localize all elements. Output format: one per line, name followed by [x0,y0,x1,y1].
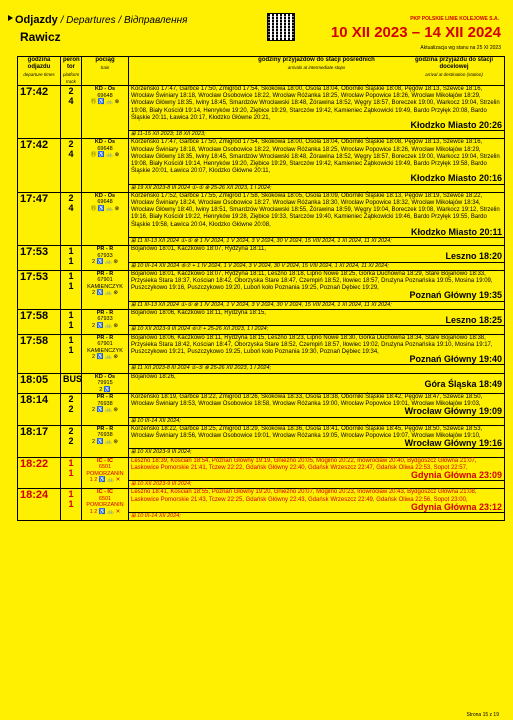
intermediate-stops [129,270,505,309]
train-info [82,334,129,373]
via-text: Leszno 18:41, Kościan 18:55, Poznań Główny 19:20, Gniezno 20:07, Mogilno 20:23, Inowrocław 20:43, Bydgoszcz Główna 21:08, Laskowice Pomorskie 21:43, Tczew 22:25, Gdańsk Główny 22:43, Gdańsk Wrzeszcz 22:49, Gdańsk Oliwa 22:56, Sopot 23:00, [131,489,477,503]
destination: Wrocław Główny 19:16 [404,438,502,449]
train-info [82,309,129,334]
track: 1 [68,467,74,478]
table-row [18,309,505,334]
calendar-note: ⊞ 10 XII 2023-9 III 2024; [129,480,504,488]
train-category: KD - Os [94,86,116,92]
train-number: 76938 [97,432,113,439]
departures-arrow-icon [8,15,13,21]
destination: Gdynia Główna 23:09 [410,470,502,481]
table-row [18,394,505,426]
train-category: KD - Os [94,373,116,380]
table-row [18,139,505,192]
platform-track [61,457,82,489]
departure-time: 17:58 [18,309,61,334]
platform: 1 [68,246,74,257]
train-category: PR - R [96,270,114,277]
via-text: Korzeńsko 17:47, Garbce 17:50, Żmigród 17:54, Skokowa 18:00, Osola 18:04, Oborniki Śląskie 18:08, Pęgów 18:13, Szewce 18:16, Wrocław Świniary 18:18, Wrocław Osobowice 18:22, Wrocław Różanka 18:25, Wrocław Popowice 18:26, Wrocław Mikołajów 18:29, Wrocław Główny 18:35, Iwiny 18:45, Smardzów Wrocławski 18:48, Żórawina 18:52, Węgry 18:57, Boreczek 19:00, Warkocz 19:04, Strzelin 19:08, Biały Kościół 19:14, Henryków 19:20, Ziębice 19:29, Starczów 19:42, Kamieniec Ząbkowicki 19:49, Bardo Przyłęk 20:08, Bardo Śląskie 20:11, Ławica 20:17, Kłodzko Główne 20:21, [131,86,500,121]
train-number: 6501 [98,464,112,471]
intermediate-stops [129,86,505,139]
calendar-note: ⊞ 11 III-13 XII 2024 ①-⑤ ⊗ 1 IV 2024, 1 V 2024, 3 V 2024, 30 V 2024, 15 VIII 2024, 1 XI 2024, 11 XI 2024; [129,301,504,309]
service-icons: Ⓡ ♿ 🚲 ⊗ [90,205,120,212]
train-number: 6501 [98,495,112,502]
train-info [82,394,129,426]
table-row [18,457,505,489]
track: 1 [68,499,74,510]
table-row [18,425,505,457]
departure-time: 18:17 [18,425,61,457]
train-info [82,373,129,394]
track: 4 [68,96,74,106]
calendar-note: ⊞ 19 XII 2023-8 III 2024 ①-⑤ ⊗ 25-26 XII 2023, 1 I 2024; [129,184,504,192]
platform-track [61,309,82,334]
validity-dates: 10 XII 2023 – 14 XII 2024 [330,24,501,41]
table-row [18,270,505,309]
calendar-note: ⊞ 10 III-14 XII 2024 ⑥⑦ + 1 IV 2024, 1 V 2024, 3 V 2024, 30 V 2024, 15 VIII 2024, 1 XI 2024, 11 XI 2024; [129,262,504,270]
intermediate-stops [129,457,505,489]
table-row [18,246,505,271]
via-text: Bojanowo 18:26, [131,373,176,380]
departure-time: 17:42 [18,139,61,192]
train-name: POMORZANIN [86,502,124,509]
intermediate-stops [129,309,505,334]
train-name: KAMIENCZYK [87,347,123,354]
destination: Kłodzko Miasto 20:11 [410,226,502,237]
platform: 1 [68,457,74,468]
platform: 2 [68,86,74,96]
calendar-note: ⊞ 10 III-14 XII 2024; [129,512,504,520]
platform: 1 [68,334,74,345]
service-icons: 2 ♿ 🚲 ⊗ [92,407,118,414]
destination: Góra Śląska 18:49 [424,378,502,389]
timetable [17,56,505,521]
table-row [18,86,505,139]
qr-code-icon[interactable] [268,14,294,40]
departure-time: 17:53 [18,246,61,271]
col-time: godzina odjazdu departure times [18,57,61,86]
track: 2 [68,435,74,446]
platform-track [61,334,82,373]
intermediate-stops [129,489,505,521]
departure-time: 17:53 [18,270,61,309]
departure-time: 17:58 [18,334,61,373]
destination: Wrocław Główny 19:09 [404,406,502,417]
destination: Leszno 18:20 [445,251,502,262]
train-info [82,270,129,309]
train-category: PR - R [96,334,114,341]
intermediate-stops [129,192,505,245]
train-info [82,457,129,489]
service-icons: 2 ♿ 🚲 ⊗ [92,438,118,445]
table-row [18,373,505,394]
calendar-note: ⊞ 11 XII 2023-8 III 2024 ①-⑤ ⊗ 25-26 XII 2023, 1 I 2024; [129,364,504,372]
col-train: pociąg train [82,57,129,86]
train-category: IC - IC [97,457,113,464]
platform-track [61,86,82,139]
train-category: IC - IC [97,489,113,496]
platform-track [61,425,82,457]
destination: Poznań Główny 19:35 [409,290,502,301]
train-number: 76938 [97,400,113,407]
col-dest-header: godzina przyjazdu do stacji docelowej arrival at destination (station) [414,57,493,77]
via-text: Bojanowo 18:01, Kaczkowo 18:07, Rydzyna 18:11, [131,246,266,253]
intermediate-stops [129,334,505,373]
intermediate-stops [129,425,505,457]
service-icons: Ⓡ ♿ 🚲 ⊗ [90,152,120,159]
destination: Kłodzko Miasto 20:16 [410,173,502,184]
table-row [18,489,505,521]
train-category: PR - R [96,425,114,432]
train-category: KD - Os [94,192,116,199]
train-name: KAMIENCZYK [87,283,123,290]
train-info [82,246,129,271]
col-via: godziny przyjazdów do stacji pośrednich arrivals at intermediate stops [129,57,505,86]
service-icons: 2 ♿ [99,386,111,393]
destination: Leszno 18:25 [445,315,502,326]
departure-time: 17:47 [18,192,61,245]
platform: 1 [68,489,74,500]
platform-track [61,394,82,426]
destination: Gdynia Główna 23:12 [410,501,502,512]
via-text: Korzeńsko 18:22, Garbce 18:25, Żmigród 18:29, Skokowa 18:36, Osola 18:41, Oborniki Śląskie 18:45, Pęgów 18:50, Szewce 18:53, Wrocław Świniary 18:56, Wrocław Osobowice 19:01, Wrocław Różanka 19:05, Wrocław Popowice 19:07, Wrocław Mikołajów 19:10, [131,425,483,440]
service-icons: 2 ♿ 🚲 ⊗ [92,259,118,266]
service-icons: 1 2 ♿ 🚲 ✕ [89,477,121,484]
platform-track [61,192,82,245]
train-category: PR - R [96,394,114,401]
calendar-note: ⊞ 10 III-14 XII 2024; [129,417,504,425]
platform-track [61,489,82,521]
platform-track [61,373,82,394]
platform: 2 [68,139,74,150]
platform: 2 [68,192,74,203]
platform-track [61,139,82,192]
platform: 1 [68,270,74,281]
train-number: 67933 [97,316,113,323]
via-text: Bojanowo 18:01, Kaczkowo 18:07, Rydzyna 18:11, Leszno 18:18, Lipno Nowe 18:25, Górka Duchowna 18:29, Stare Bojanowo 18:33, Przysieka Stara 18:37, Kościan 18:42, Oborzyska Stare 18:47, Czempiń 18:52, Iłowiec 18:57, Drużyna Poznańska 19:05, Mosina 19:09, Puszczykowo 19:16, Puszczykowo 19:20, Luboń koło Poznania 19:25, Poznań Dębiec 19:29, [131,270,493,292]
departure-time: 18:24 [18,489,61,521]
intermediate-stops [129,373,505,394]
train-category: PR - R [96,246,114,253]
calendar-note: ⊞ 11-15 XII 2023; 18 XII 2023; [129,130,504,138]
platform-track [61,270,82,309]
track: 1 [68,344,74,355]
intermediate-stops [129,246,505,271]
update-note: Aktualizacja wg stanu na 25 XI 2023 [420,45,501,51]
train-number: 67901 [97,341,113,347]
platform: BUS [63,373,83,384]
train-info [82,192,129,245]
track: 1 [68,280,74,291]
departure-time: 18:05 [18,373,61,394]
platform: 1 [68,309,74,320]
train-info [82,139,129,192]
page-title: Odjazdy / Departures / Відправлення [15,14,188,26]
via-text: Bojanowo 18:06, Kaczkowo 18:11, Rydzyna 18:15, Leszno 18:23, Lipno Nowe 18:30, Górka Duchowna 18:34, Stare Bojanowo 18:38, Przysieka Stara 18:42, Kościan 18:47, Oborzyska Stare 18:52, Czempiń 18:57, Iłowiec 19:02, Drużyna Poznańska 19:10, Mosina 19:17, Puszczykowo 19:21, Puszczykowo 19:25, Luboń koło Poznania 19:30, Poznań Dębiec 19:34, [131,334,493,355]
via-text: Bojanowo 18:06, Kaczkowo 18:11, Rydzyna 18:15, [131,309,266,316]
train-info [82,489,129,521]
destination: Poznań Główny 19:40 [409,354,502,365]
intermediate-stops [129,139,505,192]
pkp-plk-logo: PKP POLSKIE LINIE KOLEJOWE S.A. [410,16,499,22]
train-number: 79915 [97,380,113,387]
service-icons: 2 ♿ 🚲 ⊗ [92,354,118,360]
calendar-note: ⊞ 11 III-13 XII 2024 ①-⑤ ⊗ 1 IV 2024, 1 V 2024, 3 V 2024, 30 V 2024, 15 VIII 2024, 1 XI 2024, 11 XI 2024; [129,237,504,245]
departure-time: 18:14 [18,394,61,426]
platform: 2 [68,394,74,405]
train-category: KD - Os [94,139,116,146]
service-icons: 1 2 ♿ 🚲 ✕ [89,508,121,515]
intermediate-stops [129,394,505,426]
via-text: Leszno 18:39, Kościan 18:54, Poznań Główny 19:19, Gniezno 20:05, Mogilno 20:22, Inowrocław 20:40, Bydgoszcz Główna 21:07, Laskowice Pomorskie 21:41, Tczew 22:22, Gdańsk Główny 22:40, Gdańsk Wrzeszcz 22:47, Gdańsk Oliwa 22:53, Sopot 22:57, [131,457,477,471]
service-icons: Ⓡ ♿ 🚲 ⊗ [90,99,120,105]
service-icons: 2 ♿ 🚲 ⊗ [92,322,118,329]
station-name: Rawicz [20,30,61,44]
table-row [18,192,505,245]
train-number: 69648 [97,92,113,99]
track: 1 [68,319,74,330]
header [0,0,513,56]
track: 2 [68,404,74,415]
train-number: 67901 [97,277,113,284]
train-number: 67933 [97,252,113,259]
track: 4 [68,202,74,213]
train-category: PR - R [96,309,114,316]
calendar-note: ⊞ 10 XII 2023-9 III 2024 ⑥⑦ + 25-26 XII 2023, 1 I 2024; [129,325,504,333]
col-platform: peron tor platform track [61,57,82,86]
calendar-note: ⊞ 10 XII 2023-9 III 2024; [129,448,504,456]
via-text: Korzeńsko 17:47, Garbce 17:50, Żmigród 17:54, Skokowa 18:00, Osola 18:04, Oborniki Śląskie 18:08, Pęgów 18:13, Szewce 18:16, Wrocław Świniary 18:18, Wrocław Osobowice 18:22, Wrocław Różanka 18:25, Wrocław Popowice 18:26, Wrocław Mikołajów 18:29, Wrocław Główny 18:35, Iwiny 18:45, Smardzów Wrocławski 18:48, Żórawina 18:52, Węgry 18:57, Boreczek 19:00, Warkocz 19:04, Strzelin 19:08, Biały Kościół 19:14, Henryków 19:20, Ziębice 19:29, Starczów 19:42, Kamieniec Ząbkowicki 19:49, Bardo Przyłęk 19:58, Bardo Śląskie 20:01, Ławica 20:07, Kłodzko Główne 20:11, [131,139,500,175]
track: 4 [68,149,74,160]
table-row [18,334,505,373]
platform-track [61,246,82,271]
track: 1 [68,256,74,267]
page-number: Strona 15 z 19 [466,712,499,718]
via-text: Korzeńsko 18:19, Garbce 18:22, Żmigród 18:26, Skokowa 18:33, Osola 18:38, Oborniki Śląskie 18:42, Pęgów 18:47, Szewce 18:50, Wrocław Świniary 18:53, Wrocław Osobowice 18:58, Wrocław Różanka 19:00, Wrocław Popowice 19:01, Wrocław Mikołajów 19:03, [131,394,483,408]
train-info [82,425,129,457]
departure-time: 18:22 [18,457,61,489]
train-info [82,86,129,139]
train-number: 69648 [97,199,113,206]
departure-time: 17:42 [18,86,61,139]
platform: 2 [68,425,74,436]
via-text: Korzeńsko 17:52, Garbce 17:55, Żmigród 17:58, Skokowa 18:05, Osola 18:09, Oborniki Śląskie 18:13, Pęgów 18:19, Szewce 18:22, Wrocław Świniary 18:24, Wrocław Osobowice 18:27, Wrocław Różanka 18:30, Wrocław Popowice 18:32, Wrocław Mikołajów 18:34, Wrocław Główny 18:40, Iwiny 18:51, Smardzów Wrocławski 18:55, Żórawina 18:59, Węgry 19:04, Boreczek 19:08, Warkocz 19:12, Strzelin 19:16, Biały Kościół 19:22, Henryków 19:28, Ziębice 19:33, Starczów 19:40, Kamieniec Ząbkowicki 19:46, Bardo Przyłęk 19:55, Bardo Śląskie 19:58, Ławica 20:04, Kłodzko Główne 20:08, [131,192,500,228]
destination: Kłodzko Miasto 20:26 [410,120,502,131]
service-icons: 2 ♿ 🚲 ⊗ [92,290,118,297]
train-number: 69648 [97,145,113,152]
train-name: POMORZANIN [86,470,124,477]
